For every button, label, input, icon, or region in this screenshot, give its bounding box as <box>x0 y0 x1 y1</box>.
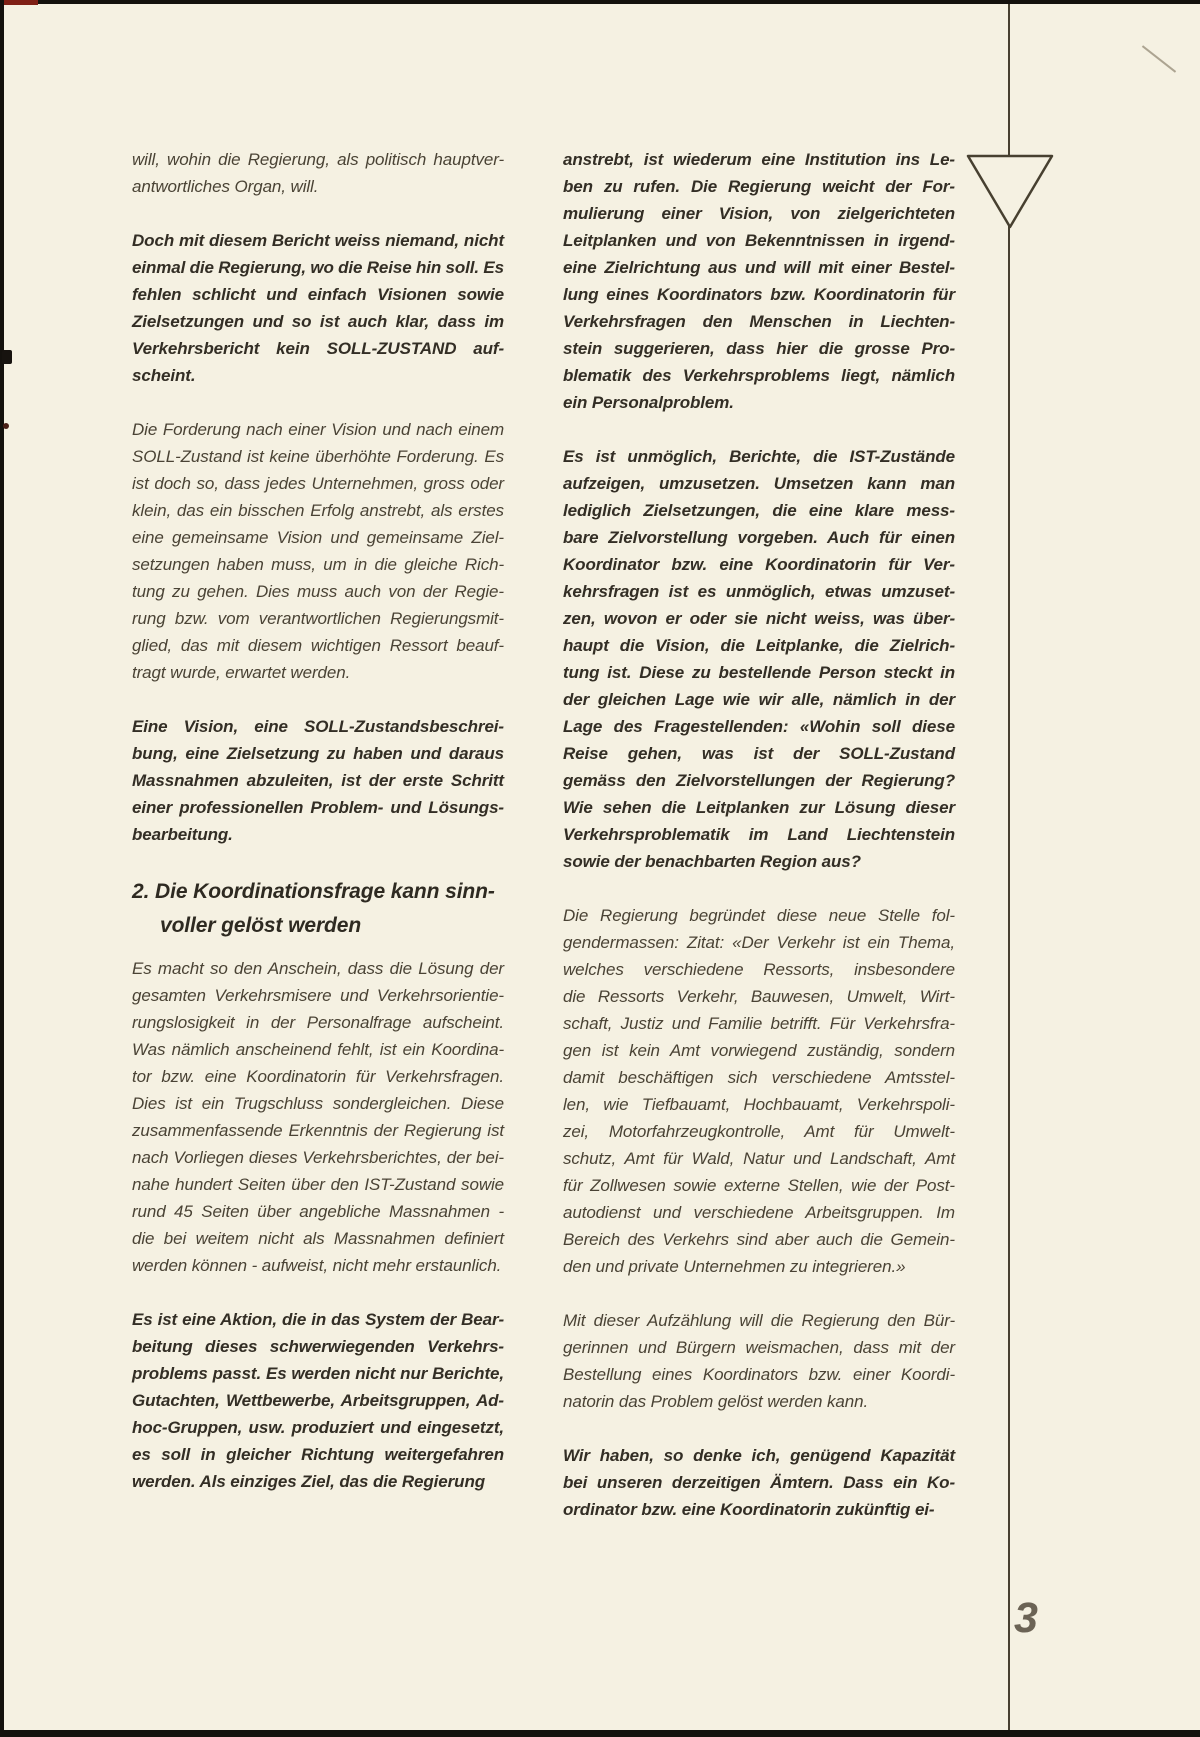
text-line: autodienst und verschiedene Arbeitsgruppen. Im <box>563 1203 955 1222</box>
text-line: tung ist. Diese zu bestellende Person steckt in <box>563 663 956 682</box>
text-line: schutz, Amt für Wald, Natur und Landschaft, Amt <box>563 1149 955 1168</box>
text-line: Koordinator bzw. eine Koordinatorin für Ver- <box>563 555 955 574</box>
text-line: Doch mit diesem Bericht weiss niemand, nicht <box>132 231 505 250</box>
text-line: will, wohin die Regierung, als politisch hauptver- <box>132 150 505 169</box>
section-heading <box>132 875 504 943</box>
text-line: Massnahmen abzuleiten, ist der erste Schritt <box>132 771 504 790</box>
text-line: es soll in gleicher Richtung weitergefahren <box>132 1445 504 1464</box>
text-line: den und private Unternehmen zu integrieren.» <box>563 1257 906 1276</box>
text-line: haupt die Vision, die Leitplanke, die Zielrich- <box>563 636 956 655</box>
text-line: nach Vorliegen dieses Verkehrsberichtes, der bei- <box>132 1148 504 1167</box>
text-line: Wie sehen die Leitplanken zur Lösung dieser <box>563 798 955 817</box>
text-line: die Ressorts Verkehr, Bauwesen, Umwelt, Wirt- <box>563 987 955 1006</box>
paragraph <box>132 1306 504 1495</box>
text-line: natorin das Problem gelöst werden kann. <box>563 1392 869 1411</box>
text-line: Was nämlich anscheinend fehlt, ist ein Koordina- <box>132 1040 505 1059</box>
paragraph <box>132 713 504 848</box>
paragraph <box>563 443 955 875</box>
text-line: Verkehrsbericht kein SOLL-ZUSTAND auf- <box>132 339 505 358</box>
text-line: Es ist unmöglich, Berichte, die IST-Zustände <box>563 447 956 466</box>
text-line: klein, das ein bisschen Erfolg anstrebt, als erstes <box>132 501 504 520</box>
text-line: Es macht so den Anschein, dass die Lösung der <box>132 959 504 978</box>
text-line: Die Forderung nach einer Vision und nach einem <box>132 420 505 439</box>
text-line: blematik des Verkehrsproblems liegt, nämlich <box>563 366 956 385</box>
text-line: nahe hundert Seiten über den IST-Zustand sowie <box>132 1175 505 1194</box>
text-line: voller gelöst werden <box>160 914 362 937</box>
text-line: eine Zielrichtung aus und will mit einer Bestel- <box>563 258 955 277</box>
paragraph <box>132 227 504 389</box>
scan-edge-top <box>0 0 1200 4</box>
text-line: ben zu rufen. Die Regierung weicht der For- <box>563 177 955 196</box>
text-line: Es ist eine Aktion, die in das System der Bear- <box>132 1310 505 1329</box>
text-line: kehrsfragen ist es unmöglich, etwas umzuset- <box>563 582 956 601</box>
text-line: welches verschiedene Ressorts, insbesondere <box>563 960 955 979</box>
text-line: ein Personalproblem. <box>563 393 734 412</box>
text-line: gerinnen und Bürgern weismachen, dass mit der <box>563 1338 955 1357</box>
vertical-rule <box>1008 0 1010 1737</box>
text-line: hoc-Gruppen, usw. produziert und eingesetzt, <box>132 1418 505 1437</box>
text-line: werden. Als einziges Ziel, das die Regierung <box>132 1472 486 1491</box>
scan-scratch-artifact <box>1142 45 1176 72</box>
text-line: zei, Motorfahrzeugkontrolle, Amt für Umwelt- <box>563 1122 955 1141</box>
scan-edge-bottom <box>0 1730 1200 1737</box>
text-line: rund 45 Seiten über angebliche Massnahmen - <box>132 1202 505 1221</box>
text-line: zen, wovon er oder sie nicht weiss, was über- <box>563 609 956 628</box>
text-line: ordinator bzw. eine Koordinatorin zukünftig ei- <box>563 1500 935 1519</box>
text-line: werden können - aufweist, nicht mehr erstaunlich. <box>132 1256 502 1275</box>
text-line: aufzeigen, umzusetzen. Umsetzen kann man <box>563 474 956 493</box>
text-line: gendermassen: Zitat: «Der Verkehr ist ein Thema, <box>563 933 955 952</box>
text-line: ist doch so, dass jedes Unternehmen, gross oder <box>132 474 504 493</box>
text-line: der gleichen Lage wie wir alle, nämlich in der <box>563 690 956 709</box>
scan-speck <box>3 423 9 429</box>
text-line: beitung dieses schwerwiegenden Verkehrs- <box>132 1337 504 1356</box>
text-line: sowie der benachbarten Region aus? <box>563 852 861 871</box>
text-line: rung bzw. vom verantwortlichen Regierungsmit- <box>132 609 504 628</box>
paragraph <box>563 1442 955 1523</box>
text-line: eine gemeinsame Vision und gemeinsame Ziel- <box>132 528 504 547</box>
text-line: problems passt. Es werden nicht nur Berichte, <box>132 1364 504 1383</box>
text-line: Die Regierung begründet diese neue Stelle fol- <box>563 906 955 925</box>
text-line: lediglich Zielsetzungen, die eine klare mess- <box>563 501 955 520</box>
scan-edge-red-mark <box>0 0 38 5</box>
text-line: Mit dieser Aufzählung will die Regierung den Bür- <box>563 1311 956 1330</box>
scan-edge-left <box>0 0 4 1737</box>
text-line: gesamten Verkehrsmisere und Verkehrsorientie- <box>132 986 504 1005</box>
text-line: Verkehrsfragen den Menschen in Liechten- <box>563 312 956 331</box>
text-line: SOLL-Zustand ist keine überhöhte Forderung. Es <box>132 447 504 466</box>
text-line: Wir haben, so denke ich, genügend Kapazität <box>563 1446 956 1465</box>
text-line: einer professionellen Problem- und Lösungs- <box>132 798 504 817</box>
right-column <box>563 146 955 1550</box>
text-line: Lage des Fragestellenden: «Wohin soll diese <box>563 717 955 736</box>
text-line: zusammenfassende Erkenntnis der Regierung ist <box>132 1121 504 1140</box>
text-line: Dies ist ein Trugschluss sondergleichen. Diese <box>132 1094 504 1113</box>
text-line: bei unseren derzeitigen Ämtern. Dass ein Ko- <box>563 1473 956 1492</box>
text-line: len, wie Tiefbauamt, Hochbauamt, Verkehrspoli- <box>563 1095 955 1114</box>
text-line: mulierung einer Vision, von zielgerichteten <box>563 204 955 223</box>
text-line: bung, eine Zielsetzung zu haben und daraus <box>132 744 505 763</box>
paragraph <box>563 146 955 416</box>
text-line: schaft, Justiz und Familie betrifft. Für Verkehrsfra- <box>563 1014 955 1033</box>
text-line: 2. Die Koordinationsfrage kann sinn- <box>132 880 495 903</box>
text-line: tor bzw. eine Koordinatorin für Verkehrsfragen. <box>132 1067 504 1086</box>
text-line: lung eines Koordinators bzw. Koordinatorin für <box>563 285 955 304</box>
paragraph <box>132 146 504 200</box>
text-line: Eine Vision, eine SOLL-Zustandsbeschrei- <box>132 717 504 736</box>
paragraph <box>563 902 955 1280</box>
text-line: für Zollwesen sowie externe Stellen, wie der Post- <box>563 1176 955 1195</box>
text-line: Leitplanken und von Bekenntnissen in irgend- <box>563 231 955 250</box>
text-line: bare Zielvorstellung vorgeben. Auch für einen <box>563 528 956 547</box>
paragraph <box>563 1307 955 1415</box>
text-line: Verkehrsproblematik im Land Liechtenstein <box>563 825 956 844</box>
text-line: damit beschäftigen sich verschiedene Amtsstel- <box>563 1068 955 1087</box>
text-line: Reise gehen, was ist der SOLL-Zustand <box>563 744 955 763</box>
text-line: gemäss den Zielvorstellungen der Regierung? <box>563 771 955 790</box>
scan-speck <box>2 350 12 364</box>
text-line: einmal die Regierung, wo die Reise hin soll. Es <box>132 258 504 277</box>
text-line: antwortliches Organ, will. <box>132 177 319 196</box>
triangle-down-icon <box>962 148 1058 239</box>
text-line: gen ist kein Amt vorwiegend zuständig, sondern <box>563 1041 955 1060</box>
text-line: Gutachten, Wettbewerbe, Arbeitsgruppen, Ad- <box>132 1391 504 1410</box>
paragraph <box>132 416 504 686</box>
text-line: bearbeitung. <box>132 825 233 844</box>
text-line: setzungen haben muss, um in die gleiche Rich- <box>132 555 505 574</box>
text-line: fehlen schlicht und einfach Visionen sowie <box>132 285 504 304</box>
text-line: glied, das mit diesem wichtigen Ressort beauf- <box>132 636 504 655</box>
text-line: Zielsetzungen und so ist auch klar, dass im <box>132 312 504 331</box>
page-number: 3 <box>1014 1594 1038 1642</box>
text-line: tung zu gehen. Dies muss auch von der Regie- <box>132 582 504 601</box>
text-line: scheint. <box>132 366 196 385</box>
text-line: anstrebt, ist wiederum eine Institution ins Le- <box>563 150 955 169</box>
text-line: Bereich des Verkehrs sind aber auch die Gemein- <box>563 1230 955 1249</box>
text-line: stein suggerieren, dass hier die grosse Pro- <box>563 339 956 358</box>
text-line: tragt wurde, erwartet werden. <box>132 663 351 682</box>
text-line: Bestellung eines Koordinators bzw. einer Koordi- <box>563 1365 956 1384</box>
paragraph <box>132 955 504 1279</box>
left-column <box>132 146 504 1522</box>
text-line: rungslosigkeit in der Personalfrage aufscheint. <box>132 1013 504 1032</box>
text-line: die bei weitem nicht als Massnahmen definiert <box>132 1229 504 1248</box>
